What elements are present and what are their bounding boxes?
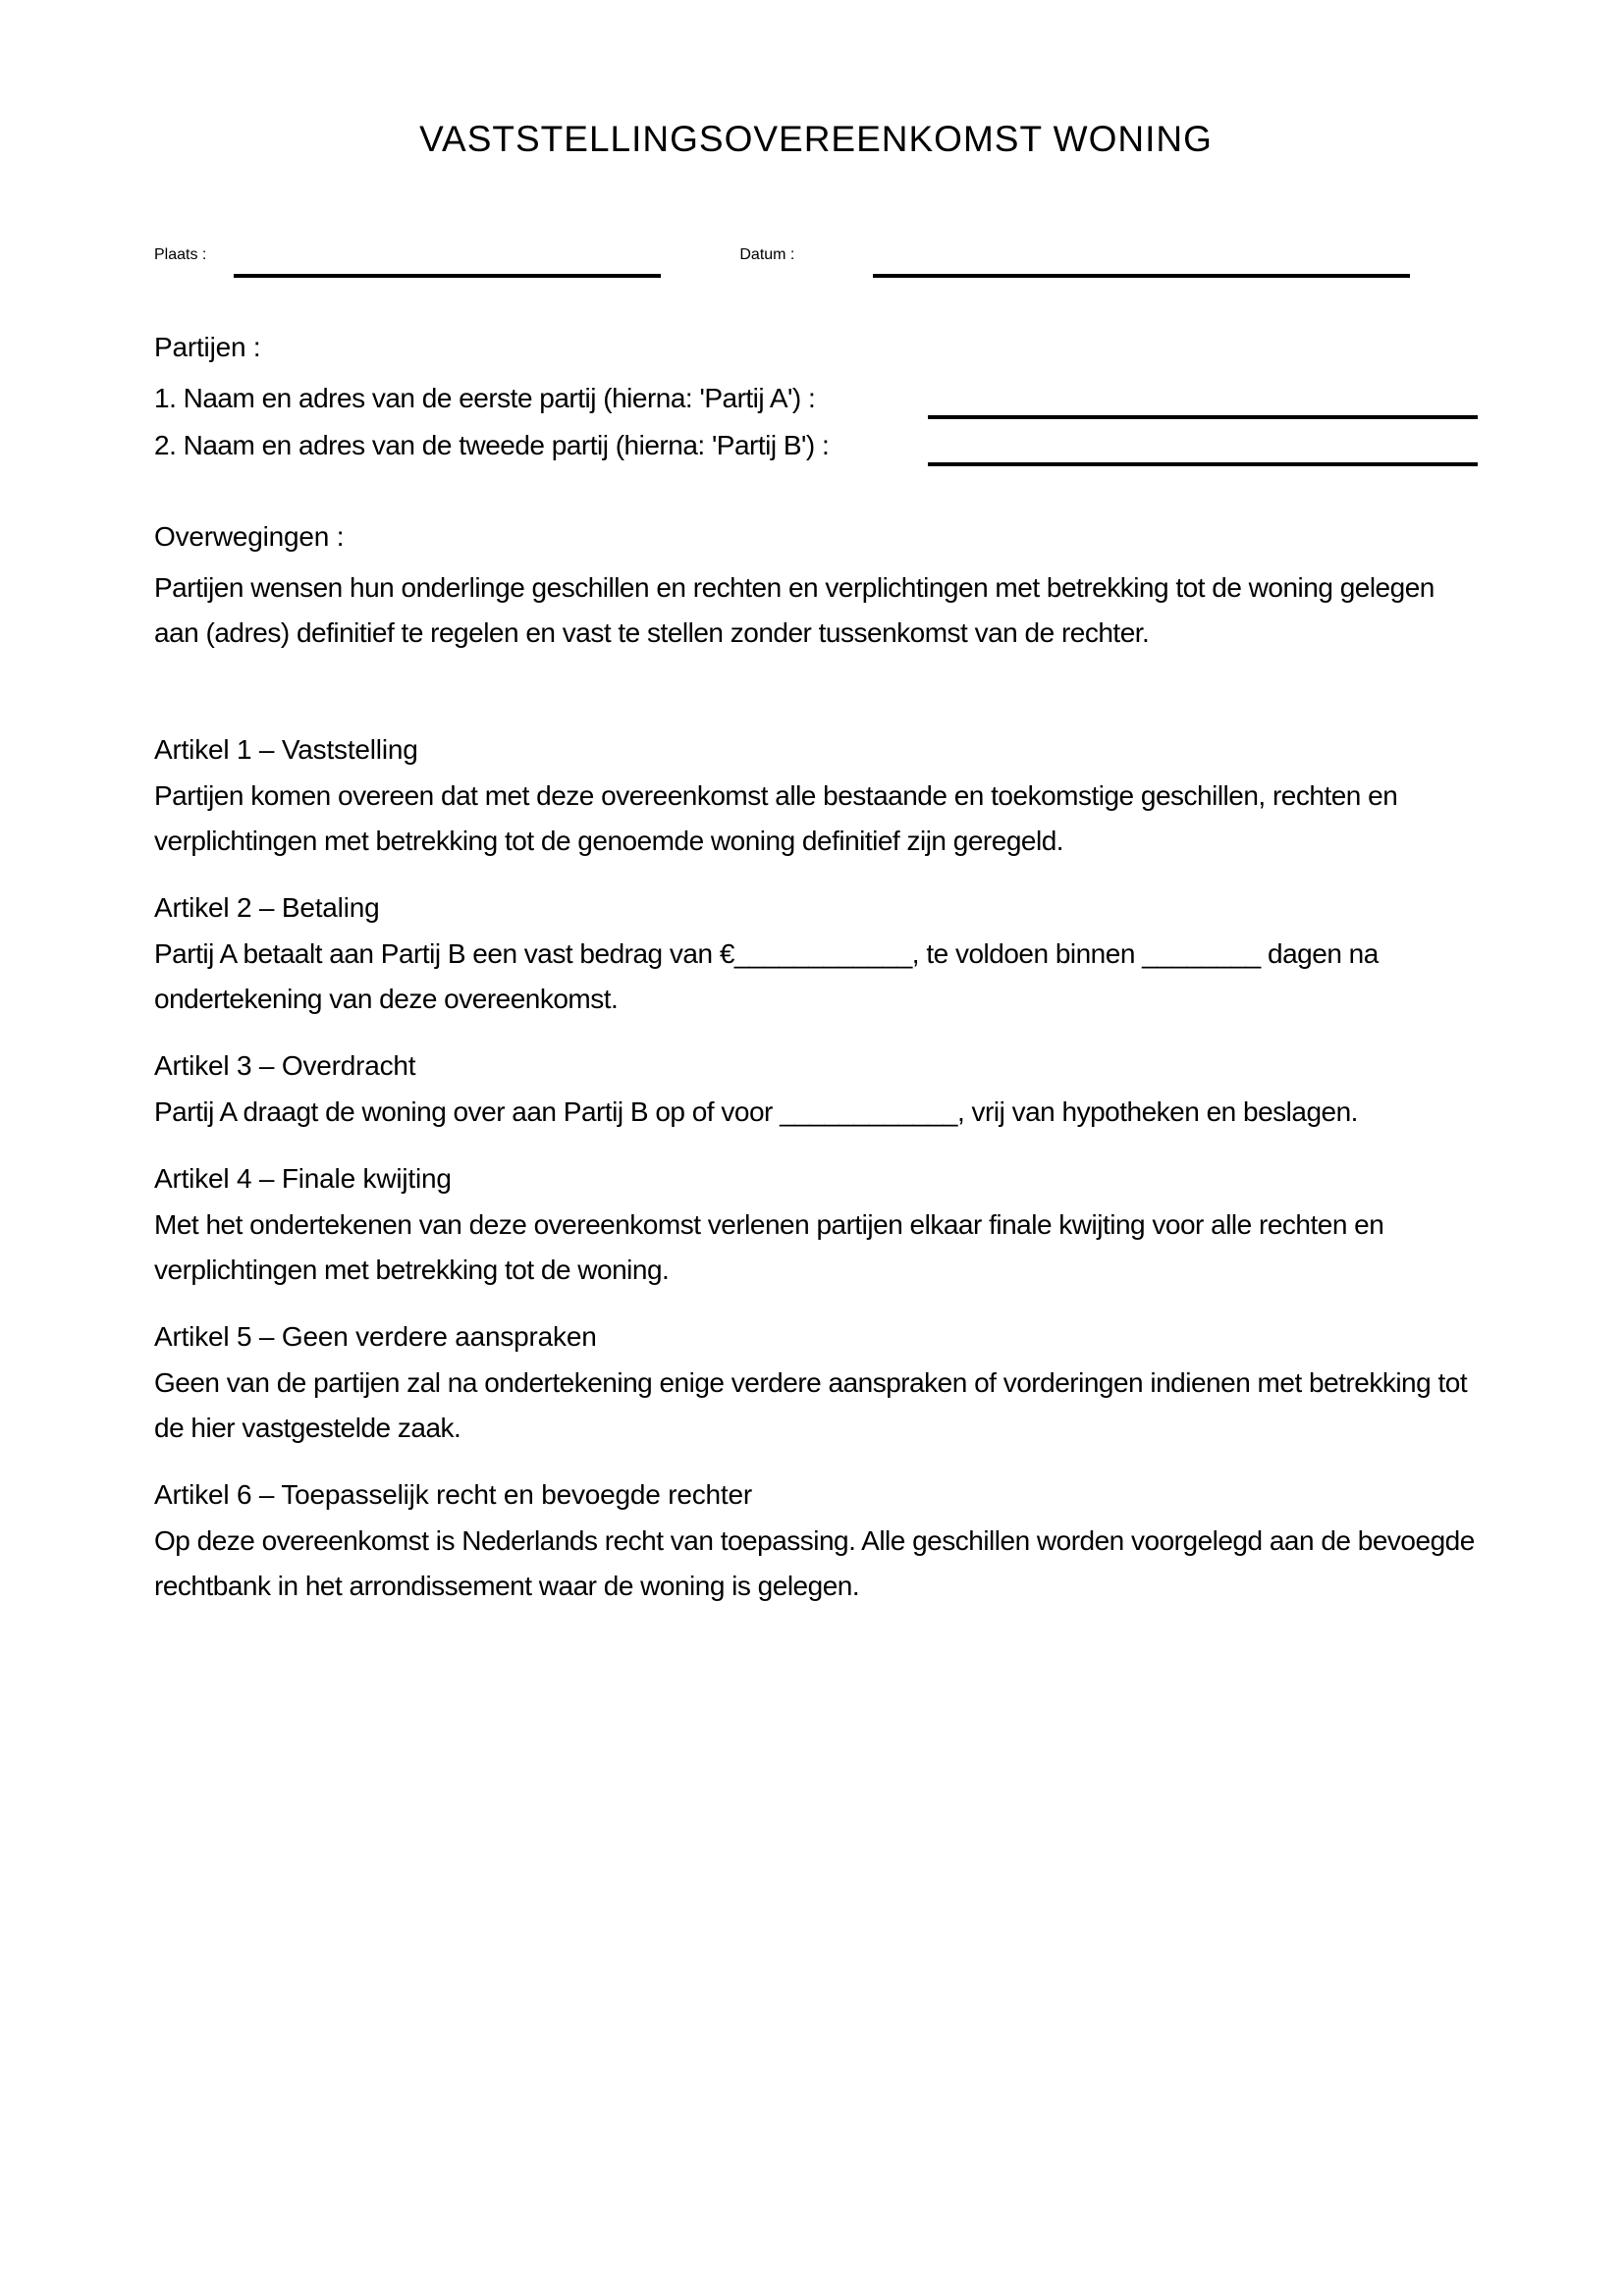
party-b-label: 2. Naam en adres van de tweede partij (hierna: 'Partij B') :: [154, 430, 830, 460]
article-heading: Artikel 6 – Toepasselijk recht en bevoegde rechter: [154, 1479, 752, 1510]
party-row-a: [154, 375, 1478, 421]
overwegingen-heading: Overwegingen :: [154, 521, 345, 552]
document-title: VASTSTELLINGSOVEREENKOMST WONING: [419, 119, 1213, 159]
article-artikel-2: [154, 885, 1478, 1022]
parties-heading: Partijen :: [154, 332, 261, 362]
plaats-field-line[interactable]: [234, 233, 661, 278]
datum-label: Datum :: [739, 246, 795, 263]
party-b-field-line[interactable]: [928, 462, 1478, 466]
plaats-datum-row: [154, 233, 1478, 278]
party-row-b: [154, 422, 1478, 468]
article-artikel-1: [154, 727, 1478, 864]
article-body: Met het ondertekenen van deze overeenkomst verlenen partijen elkaar finale kwijting voor alle rechten en verplichtingen met betrekking tot de woning.: [154, 1209, 1384, 1285]
article-body: Geen van de partijen zal na ondertekening enige verdere aanspraken of vorderingen indienen met betrekking tot de hier vastgestelde zaak.: [154, 1367, 1468, 1443]
article-artikel-4: [154, 1156, 1478, 1293]
article-artikel-6: [154, 1472, 1478, 1609]
article-heading: Artikel 3 – Overdracht: [154, 1050, 416, 1081]
article-body: Partij A draagt de woning over aan Partij B op of voor ____________, vrij van hypotheken en beslagen.: [154, 1096, 1358, 1127]
article-heading: Artikel 4 – Finale kwijting: [154, 1163, 452, 1194]
plaats-label: Plaats :: [154, 246, 207, 263]
article-body: Partij A betaalt aan Partij B een vast bedrag van €____________, te voldoen binnen ________ dagen na ondertekening van deze overeenkomst.: [154, 938, 1379, 1014]
article-heading: Artikel 2 – Betaling: [154, 892, 380, 923]
overwegingen-body: Partijen wensen hun onderlinge geschillen en rechten en verplichtingen met betrekking tot de woning gelegen aan (adres) definitief te regelen en vast te stellen zonder tussenkomst van de rechter.: [154, 572, 1435, 648]
article-body: Op deze overeenkomst is Nederlands recht van toepassing. Alle geschillen worden voorgelegd aan de bevoegde rechtbank in het arrondissement waar de woning is gelegen.: [154, 1525, 1475, 1601]
datum-field-line[interactable]: [873, 233, 1410, 278]
article-artikel-5: [154, 1314, 1478, 1451]
party-a-label: 1. Naam en adres van de eerste partij (hierna: 'Partij A') :: [154, 383, 816, 413]
article-body: Partijen komen overeen dat met deze overeenkomst alle bestaande en toekomstige geschillen, rechten en verplichtingen met betrekking tot de genoemde woning definitief zijn geregeld.: [154, 780, 1398, 856]
article-heading: Artikel 5 – Geen verdere aanspraken: [154, 1321, 597, 1352]
party-a-field-line[interactable]: [928, 415, 1478, 419]
article-artikel-3: [154, 1043, 1478, 1135]
document-content: [154, 0, 1478, 1609]
article-heading: Artikel 1 – Vaststelling: [154, 734, 418, 765]
